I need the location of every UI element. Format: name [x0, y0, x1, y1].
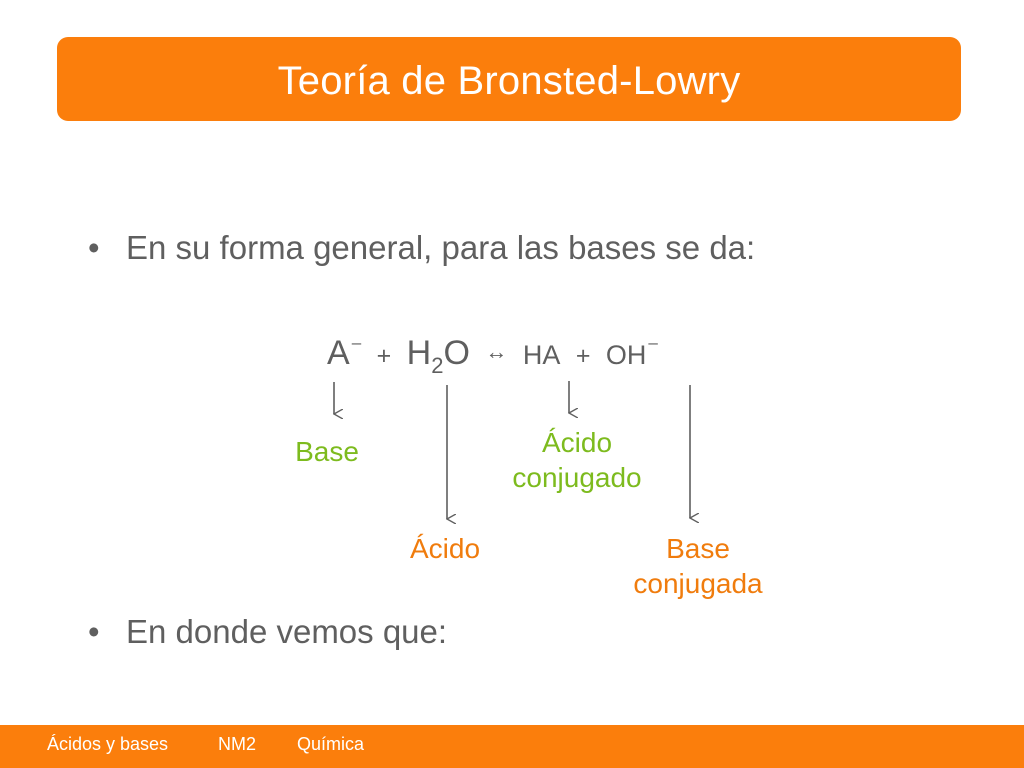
label-base-conjugada-line2: conjugada [633, 568, 763, 599]
footer-topic: Ácidos y bases [47, 734, 169, 754]
label-acido-conjugado-line1: Ácido [541, 427, 613, 458]
label-acido-conjugado [492, 425, 662, 495]
bullet-text: En su forma general, para las bases se da: [126, 229, 756, 266]
footer-level: NM2 [218, 734, 257, 754]
species-a: A [327, 334, 350, 372]
subscript-two: 2 [431, 353, 444, 378]
species-oh: OH [605, 340, 647, 370]
bullet-item-en-donde [88, 613, 447, 651]
footer-bar [0, 725, 1024, 768]
bullet-marker: • [88, 613, 100, 650]
charge-a: – [351, 333, 362, 352]
plus-sign: + [575, 342, 591, 370]
label-base [275, 434, 379, 469]
label-base-conjugada [608, 531, 788, 601]
equilibrium-arrow: ↔ [485, 339, 508, 364]
plus-sign: + [376, 342, 392, 370]
label-acido-conjugado-line2: conjugado [512, 462, 642, 493]
label-base-text: Base [295, 436, 359, 467]
species-h: H [406, 334, 432, 372]
slide-title: Teoría de Bronsted-Lowry [277, 58, 741, 103]
bullet-text: En donde vemos que: [126, 613, 448, 650]
label-acido-text: Ácido [409, 533, 481, 564]
charge-oh: – [648, 333, 658, 352]
footer-subject: Química [297, 734, 365, 754]
label-base-conjugada-line1: Base [666, 533, 730, 564]
label-acido [390, 531, 500, 566]
bullet-marker: • [88, 229, 100, 266]
species-o: O [443, 334, 470, 372]
species-ha: HA [522, 340, 561, 370]
